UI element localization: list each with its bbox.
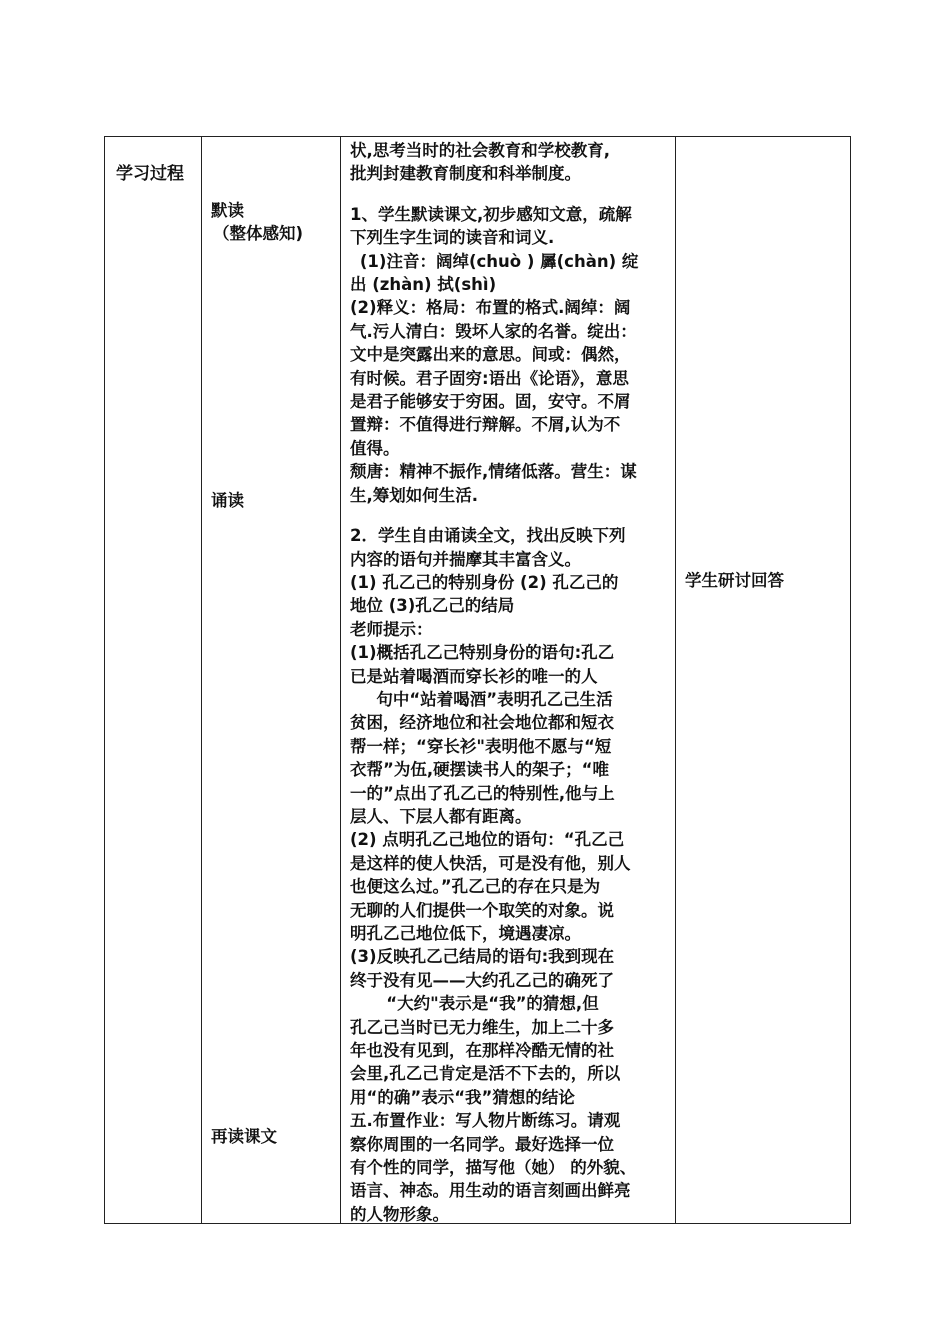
content-line: (2) 点明孔乙己地位的语句：“孔乙己	[350, 830, 625, 850]
content-line: 明孔乙己地位低下，境遇凄凉。	[350, 924, 581, 943]
content-line: 2．学生自由诵读全文，找出反映下列	[350, 526, 626, 546]
content-line: 颓唐：精神不振作,情绪低落。营生：谋	[350, 462, 637, 482]
content-line: 孔乙己当时已无力维生，加上二十多	[350, 1017, 614, 1037]
activity-cell	[676, 137, 851, 1224]
content-line: 句中“站着喝酒”表明孔乙己生活	[376, 689, 613, 709]
section-cell	[105, 137, 202, 1224]
content-line: (1)注音：阔绰(chuò ) 羼(chàn) 绽	[359, 251, 639, 271]
content-line: 察你周围的一名同学。最好选择一位	[350, 1134, 614, 1154]
content-line: 批判封建教育制度和科举制度。	[350, 164, 581, 184]
content-line: “大约"表示是“我”的猜想,但	[386, 994, 599, 1014]
content-text	[350, 139, 670, 1226]
stage-recite: 诵读	[211, 491, 244, 510]
content-line: 是这样的使人快活，可是没有他，别人	[350, 853, 631, 873]
content-line: 贫困，经济地位和社会地位都和短衣	[350, 713, 614, 733]
content-line: 老师提示：	[350, 619, 433, 639]
content-line: 年也没有见到，在那样冷酷无情的社	[350, 1041, 614, 1061]
content-line: (1)概括孔乙己特别身份的语句:孔乙	[350, 643, 615, 663]
content-line: 有时候。君子固穷:语出《论语》，意思	[350, 368, 629, 388]
content-line: 内容的语句并揣摩其丰富含义。	[350, 549, 581, 569]
content-line: 层人、下层人都有距离。	[350, 806, 532, 826]
content-line: 用“的确”表示“我”猜想的结论	[350, 1087, 575, 1107]
content-line: (3)反映孔乙己结局的语句:我到现在	[350, 947, 615, 967]
content-line: (1) 孔乙己的特别身份 (2) 孔乙己的	[350, 572, 619, 592]
content-line: 帮一样；“穿长衫"表明他不愿与“短	[350, 736, 612, 756]
content-line: 终于没有见——大约孔乙己的确死了	[350, 970, 614, 990]
spacer	[350, 186, 670, 203]
content-line: 出 (zhàn) 拭(shì)	[350, 275, 497, 295]
student-activity: 学生研讨回答	[685, 571, 784, 590]
section-label: 学习过程	[116, 164, 184, 184]
content-line: 一的”点出了孔乙己的特别性,他与上	[350, 783, 615, 803]
spacer	[350, 507, 670, 524]
content-line: 衣帮”为伍,硬摆读书人的架子；“唯	[350, 760, 609, 780]
table-row	[105, 137, 851, 1224]
stage-cell	[202, 137, 341, 1224]
content-line: 也便这么过。”孔乙己的存在只是为	[350, 877, 601, 897]
content-line: 生,筹划如何生活.	[350, 485, 479, 505]
content-line: 会里,孔乙己肯定是活不下去的，所以	[350, 1064, 621, 1084]
content-line: 1、学生默读课文,初步感知文意，疏解	[350, 204, 632, 224]
content-cell	[341, 137, 676, 1224]
content-line: 地位 (3)孔乙己的结局	[350, 596, 515, 616]
content-line: 的人物形象。	[350, 1204, 449, 1224]
content-line: 文中是突露出来的意思。间或：偶然，	[350, 345, 631, 365]
content-line: (2)释义：格局：布置的格式.阔绰：阔	[350, 298, 631, 318]
content-line: 值得。	[350, 438, 400, 458]
lesson-plan-table	[104, 136, 851, 1224]
content-line: 状,思考当时的社会教育和学校教育,	[350, 141, 611, 160]
content-line: 气.污人清白：毁坏人家的名誉。绽出：	[350, 321, 637, 341]
content-line: 下列生字生词的读音和词义.	[350, 228, 555, 248]
content-line: 无聊的人们提供一个取笑的对象。说	[350, 900, 614, 920]
content-line: 五.布置作业：写人物片断练习。请观	[350, 1111, 621, 1131]
content-line: 已是站着喝酒而穿长衫的唯一的人	[350, 666, 598, 686]
content-line: 有个性的同学，描写他（她） 的外貌、	[350, 1158, 637, 1178]
stage-reread: 再读课文	[211, 1127, 277, 1146]
content-line: 语言、神态。用生动的语言刻画出鲜亮	[350, 1181, 631, 1201]
content-line: 是君子能够安于穷困。固，安守。不屑	[350, 392, 631, 412]
content-line: 置辩：不值得进行辩解。不屑,认为不	[350, 415, 621, 435]
stage-overall-perception: （整体感知)	[213, 224, 304, 243]
stage-silent-read: 默读	[211, 201, 244, 220]
